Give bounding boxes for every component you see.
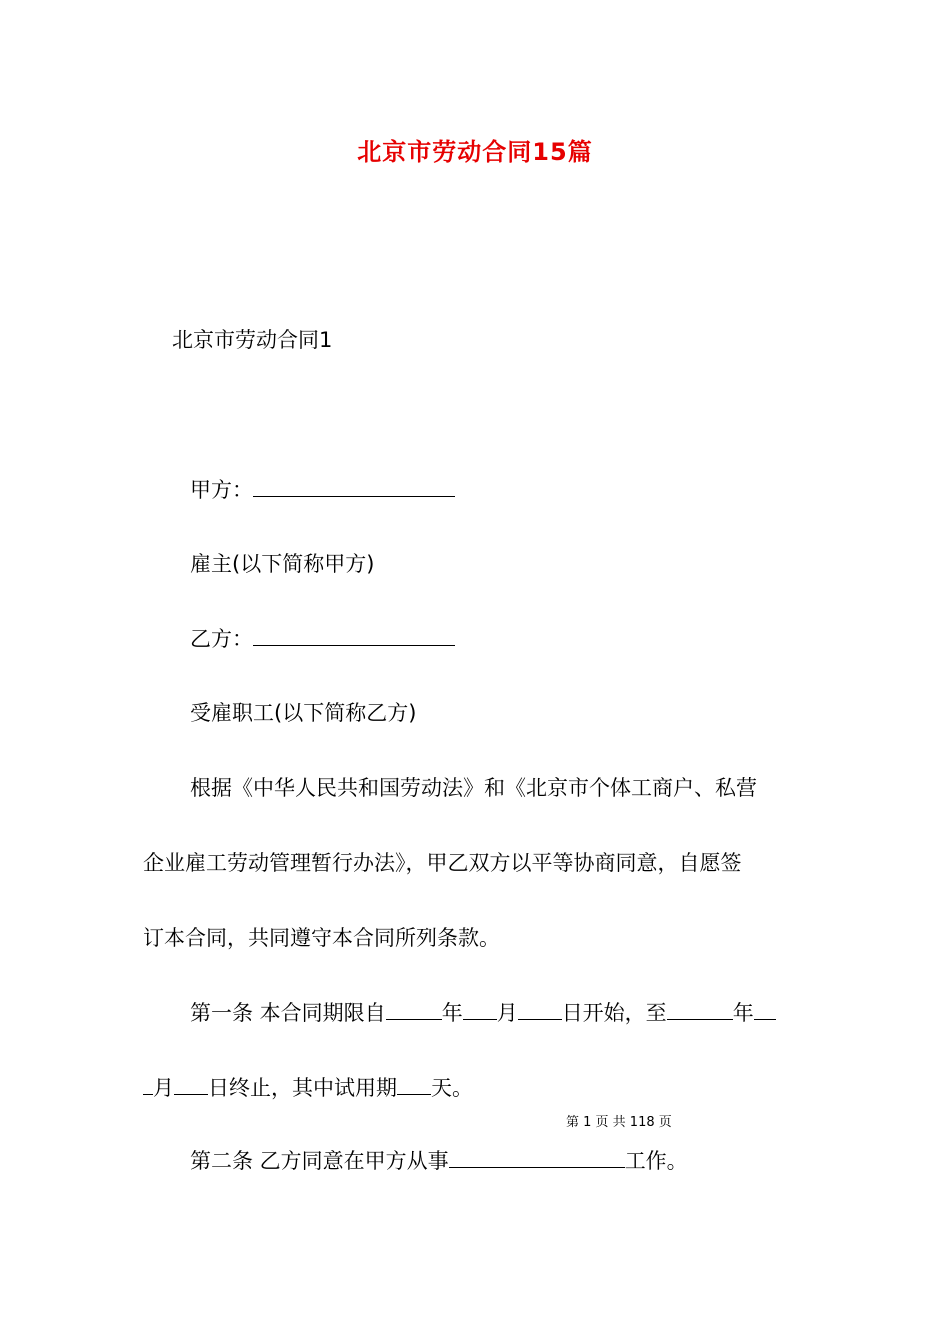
party-a-blank xyxy=(253,474,455,497)
end-day-blank xyxy=(174,1072,208,1095)
preamble-line-2: 企业雇工劳动管理暂行办法》，甲乙双方以平等协商同意，自愿签 xyxy=(143,851,742,875)
start-month-blank xyxy=(463,997,497,1020)
party-b-label: 乙方： xyxy=(190,627,253,651)
end-month-blank-part1 xyxy=(754,997,776,1020)
section-heading: 北京市劳动合同1 xyxy=(172,328,333,352)
document-title: 北京市劳动合同15篇 xyxy=(357,138,593,166)
article-1-line-1 xyxy=(190,997,776,1028)
party-b-description: 受雇职工(以下简称乙方) xyxy=(190,701,417,725)
party-a-description: 雇主(以下简称甲方) xyxy=(190,552,375,576)
article-1-text-c: 月 xyxy=(496,1001,518,1025)
article-1-text-e: 年 xyxy=(732,1001,754,1025)
article-1-text-g: 日终止，其中试用期 xyxy=(208,1076,397,1100)
party-b-line xyxy=(190,623,455,654)
start-day-blank xyxy=(518,997,562,1020)
preamble-line-3: 订本合同，共同遵守本合同所列条款。 xyxy=(143,926,500,950)
article-2-line xyxy=(190,1145,688,1176)
article-1-text-h: 天。 xyxy=(431,1076,473,1100)
end-month-blank-part2 xyxy=(143,1072,153,1095)
job-blank xyxy=(449,1145,625,1168)
article-2-text-a: 第二条 乙方同意在甲方从事 xyxy=(190,1149,449,1173)
article-1-text-f: 月 xyxy=(153,1076,174,1100)
end-year-blank xyxy=(667,997,733,1020)
probation-days-blank xyxy=(397,1072,431,1095)
article-1-text-d: 日开始，至 xyxy=(561,1001,667,1025)
party-a-line xyxy=(190,474,455,505)
page-indicator: 第 1 页 共 118 页 xyxy=(566,1115,672,1130)
article-1-line-2 xyxy=(143,1072,473,1103)
article-1-text-a: 第一条 本合同期限自 xyxy=(190,1001,386,1025)
article-2-text-b: 工作。 xyxy=(624,1149,688,1173)
party-a-label: 甲方： xyxy=(190,478,253,502)
article-1-text-b: 年 xyxy=(441,1001,463,1025)
party-b-blank xyxy=(253,623,455,646)
preamble-line-1: 根据《中华人民共和国劳动法》和《北京市个体工商户、私营 xyxy=(190,776,757,800)
start-year-blank xyxy=(386,997,442,1020)
